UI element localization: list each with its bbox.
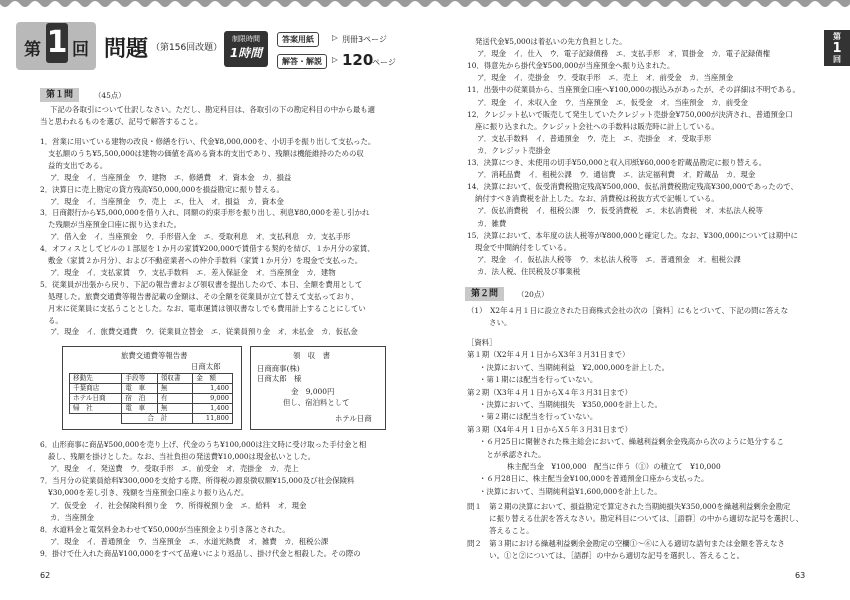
text-line: ・決算において、当期純利益¥1,600,000を計上した。	[479, 486, 662, 496]
question-1-heading: 第１問	[40, 88, 79, 102]
text-line: 納付すべき消費税を計上した。なお、消費税は税抜方式で記帳している。	[475, 194, 719, 204]
table-header-cell: 移動先	[70, 374, 122, 384]
text-line: ア．支払手数料 イ．普通預金 ウ．売上 エ．売掛金 オ．受取手形	[477, 133, 712, 143]
text-line: カ．雑費	[477, 218, 507, 228]
side-tab-number: 1	[832, 40, 842, 56]
text-line: ア．現金 イ．当座預金 ウ．建物 エ．修繕費 オ．資本金 カ．損益	[50, 172, 292, 182]
text-line: ア．仮受金 イ．社会保険料預り金 ウ．所得税預り金 エ．給料 オ．現金	[50, 500, 307, 510]
table-header-row	[70, 374, 233, 384]
text-line: （1） X2年４月１日に設立された日商株式会社の次の［資料］にもとづいて、下記の問に答えな	[467, 306, 789, 315]
text-line: 10．得意先から掛代金¥500,000が当座預金へ振り込まれた。	[467, 61, 675, 71]
text-line: 問２ 第３期における繰越利益剰余金勘定の空欄①〜⑥に入る適切な語句または金額を答えなさ	[467, 538, 785, 548]
table-row	[70, 384, 233, 394]
text-line: 第３期（X4年４月１日からX５年３月31日まで）	[467, 424, 633, 434]
table-row	[70, 394, 233, 404]
text-line: 14．決算において、仮受消費税勘定残高¥500,000、仮払消費税勘定残高¥300,000であったので、	[467, 182, 798, 192]
text-line: 11．出張中の従業員から、当座預金口座へ¥100,000の振込みがあったが、その詳細は不明である。	[467, 85, 800, 95]
page-subtitle: （第156回改題）	[151, 43, 223, 53]
text-line: 殺し、残額を掛けとした。なお、当社負担の発送費¥10,000は現金払いとした。	[48, 452, 316, 462]
receipt-to-person: 日商太郎 様	[257, 374, 302, 383]
total-value: 11,800	[193, 414, 233, 424]
page-title: 問題	[104, 37, 149, 62]
text-line: 3．日商銀行から¥5,000,000を借り入れ、同額の約束手形を振り出し、利息¥80,000を差し引かれ	[40, 208, 370, 218]
time-limit-value: 1時間	[229, 46, 263, 60]
text-line: ・第２期には配当を行っていない。	[479, 412, 598, 422]
text-line: 6．山形商事に商品¥500,000を売り上げ、代金のうち¥100,000は注文時に受け取った手付金と相	[40, 440, 367, 449]
table-cell: 1,400	[193, 404, 233, 414]
table-header-cell: 手段等	[122, 374, 157, 384]
text-line: ア．消耗品費 イ．租税公課 ウ．通信費 エ．法定福利費 オ．貯蔵品 カ．現金	[477, 170, 756, 180]
text-line: 5．従業員が出張から戻り、下記の報告書および領収書を提出したので、本日、全額を費用として	[40, 279, 363, 289]
chapter-suffix: 回	[72, 40, 89, 60]
table-cell: ホテル日商	[70, 394, 122, 404]
text-line: ア．現金 イ．支払家賃 ウ．支払手数料 エ．差入保証金 オ．当座預金 カ．建物	[50, 267, 336, 277]
text-line: 答えること。	[467, 526, 534, 536]
text-line: た残額が当座預金口座に振り込まれた。	[48, 220, 182, 230]
text-line: ア．借入金 イ．当座預金 ウ．手形借入金 エ．受取利息 オ．支払利息 カ．支払手形	[50, 232, 351, 242]
chapter-side-tab	[824, 30, 850, 66]
text-line: ・第１期には配当を行っていない。	[479, 375, 598, 385]
table-cell: 帰 社	[70, 404, 122, 414]
text-line: ア．現金 イ．仮払法人税等 ウ．未払法人税等 エ．普通預金 オ．租税公課	[477, 254, 741, 264]
total-label: 合 計	[122, 414, 193, 424]
table-header-cell: 金 額	[193, 374, 233, 384]
table-cell: 1,400	[193, 384, 233, 394]
report-title: 旅費交通費等報告書	[121, 351, 188, 360]
table-cell: 千葉商店	[70, 384, 122, 394]
text-line: 月末に従業員に支払うこととした。なお、電車運賃は領収書なしでも費用計上することにしてい	[48, 303, 366, 313]
text-line: 支払額のうち¥5,500,000は建物の価値を高める資本的支出であり、残額は機能維持のための収	[48, 148, 364, 158]
receipt-to-company: 日商商事(株)	[257, 364, 300, 373]
text-line: ア．現金 イ．旅費交通費 ウ．従業員立替金 エ．従業員預り金 オ．未払金 カ．仮払金	[50, 327, 358, 337]
question-2-heading: 第２問	[465, 287, 504, 301]
table-total-row	[70, 414, 233, 424]
arrow-icon: ▷	[332, 33, 338, 42]
table-row	[70, 404, 233, 414]
question-2-points: （20点）	[517, 290, 549, 299]
table-cell: 電 車	[122, 384, 157, 394]
side-tab-suffix: 回	[833, 55, 841, 65]
table-cell: 無	[157, 384, 192, 394]
table-cell: 宿 泊	[122, 394, 157, 404]
text-line: 7．当月分の従業員給料¥300,000を支給する際、所得税の源泉徴収額¥15,000及び社会保険料	[40, 476, 355, 486]
text-line: カ．クレジット売掛金	[477, 145, 551, 155]
text-line: 座に振り込まれた。クレジット会社への手数料は販売時に計上している。	[475, 121, 719, 131]
text-line: 当と思われるものを選び、記号で解答すること。	[40, 117, 203, 126]
table-cell: 9,000	[193, 394, 233, 404]
solution-page-suffix: ページ	[372, 58, 396, 67]
text-line: ・決算において、当期純損失 ¥350,000を計上した。	[479, 400, 662, 409]
right-page	[425, 0, 850, 600]
text-line: い。①と②については、［語群］の中から適切な記号を選択し、答えること。	[467, 550, 744, 560]
text-line: ア．現金 イ．未収入金 ウ．当座預金 エ．仮受金 オ．当座預金 カ．前受金	[477, 97, 748, 107]
text-line: さい。	[467, 318, 512, 327]
page-number-left: 62	[40, 571, 51, 580]
text-line: 処理した。旅費交通費等報告書記載の金額は、その全額を従業員が立て替えて支払っており、	[48, 291, 359, 301]
receipt-issuer: ホテル日商	[335, 414, 372, 423]
text-line: ア．現金 イ．普通預金 ウ．当座預金 エ．水道光熱費 オ．雑費 カ．租税公課	[50, 536, 329, 546]
text-line: 発送代金¥5,000は着払いの先方負担とした。	[475, 37, 627, 46]
table-header-cell: 領収書	[157, 374, 192, 384]
text-line: 13．決算につき、未使用の切手¥50,000と収入印紙¥60,000を貯蔵品勘定に振り替える。	[467, 158, 767, 167]
text-line: 益的支出である。	[48, 160, 108, 170]
text-line: 現金で中間納付をしている。	[475, 242, 572, 252]
receipt-title: 領 収 書	[293, 351, 330, 360]
report-table	[69, 373, 233, 424]
text-line: ・決算において、当期純利益 ¥2,000,000を計上した。	[479, 362, 669, 372]
report-name: 日商太郎	[191, 362, 221, 371]
text-line: 2．決算日に売上勘定の貸方残高¥50,000,000を損益勘定に振り替える。	[40, 184, 284, 194]
text-line: 4．オフィスとしてビルの１部屋を１か月の家賃¥200,000で賃借する契約を結び、１か月分の家賃、	[40, 244, 375, 254]
text-line: ア．現金 イ．当座預金 ウ．売上 エ．仕入 オ．損益 カ．資本金	[50, 196, 284, 206]
text-line: 第１期（X2年４月１日からX3年３月31日まで）	[467, 350, 630, 360]
text-line: カ．法人税、住民税及び事業税	[477, 266, 581, 276]
text-line: 15．決算において、本年度の法人税等が¥800,000と確定した。なお、¥300,000については期中に	[467, 230, 798, 240]
answer-sheet-tag: 答案用紙	[277, 32, 319, 47]
text-line: カ．当座預金	[50, 512, 95, 522]
solution-tag: 解答・解説	[277, 54, 327, 69]
solution-page-number: 120	[342, 51, 374, 69]
table-cell: 電 車	[122, 404, 157, 414]
receipt-amount: 金 9,000円	[291, 387, 335, 396]
text-line: ア．現金 イ．売掛金 ウ．受取手形 エ．売上 オ．前受金 カ．当座預金	[477, 73, 734, 83]
text-line: ［資料］	[467, 338, 497, 347]
side-tab-prefix: 第	[833, 32, 841, 41]
receipt-note: 但し、宿泊料として	[283, 398, 350, 407]
text-line: 下記の各取引について仕訳しなさい。ただし、勘定科目は、各取引の下の勘定科目の中から最も適	[50, 105, 376, 114]
table-cell: 無	[157, 404, 192, 414]
text-line: ア．現金 イ．発送費 ウ．受取手形 エ．前受金 オ．売掛金 カ．売上	[50, 464, 299, 474]
table-cell: 有	[157, 394, 192, 404]
chapter-badge	[16, 22, 96, 70]
time-limit-label: 制限時間	[232, 35, 260, 43]
chapter-number: 1	[46, 23, 68, 63]
text-line: 敷金（家賃２か月分）、および不動産業者への仲介手数料（家賃１か月分）を現金で支払った。	[48, 256, 363, 265]
text-line: 8．水道料金と電気料金あわせて¥50,000が当座預金より引き落とされた。	[40, 524, 290, 534]
text-line: ア．現金 イ．仕入 ウ．電子記録債務 エ．支払手形 オ．買掛金 カ．電子記録債権	[477, 49, 771, 59]
text-line: 9．掛けで仕入れた商品¥100,000をすべて品違いにより返品し、掛け代金と相殺した。その際の	[40, 548, 361, 558]
arrow-icon: ▷	[332, 55, 338, 64]
text-line: 1．営業に用いている建物の改良・修繕を行い、代金¥8,000,000を、小切手を振り出して支払った。	[40, 137, 376, 146]
answer-sheet-ref: 別冊3ページ	[342, 35, 387, 44]
text-line: る。	[48, 315, 63, 325]
question-1-points: （45点）	[94, 91, 126, 100]
text-line: ・６月28日に、株主配当金¥100,000を普通預金口座から支払った。	[479, 474, 709, 484]
text-line: ¥30,000を差し引き、残額を当座預金口座より振り込んだ。	[48, 488, 249, 498]
text-line: 12．クレジット払いで販売して発生していたクレジット売掛金¥750,000が決済され、普通預金口	[467, 109, 793, 119]
expense-report	[62, 346, 242, 430]
text-line: に振り替える仕訳を答えなさい。勘定科目については、［語群］の中から適切な記号を選択し、	[467, 514, 804, 524]
time-limit-box	[224, 31, 268, 67]
text-line: ア．仮払消費税 イ．租税公課 ウ．仮受消費税 エ．未払消費税 オ．未払法人税等	[477, 206, 763, 216]
text-line: ・６月25日に開催された株主総会において、繰越利益剰余金残高から次のように処分するこ	[479, 437, 784, 447]
text-line: とが承認された。	[479, 449, 546, 459]
text-line: 第２期（X3年４月１日からX４年３月31日まで）	[467, 387, 633, 397]
text-line: 株主配当金 ¥100,000 配当に伴う（①）の積立て ¥10,000	[507, 462, 721, 471]
receipt	[250, 346, 386, 430]
page-number-right: 63	[795, 571, 806, 580]
text-line: 問１ 第２期の決算において、損益勘定で算定された当期純損失¥350,000を繰越利益剰余金勘定	[467, 502, 791, 511]
chapter-prefix: 第	[24, 40, 41, 60]
